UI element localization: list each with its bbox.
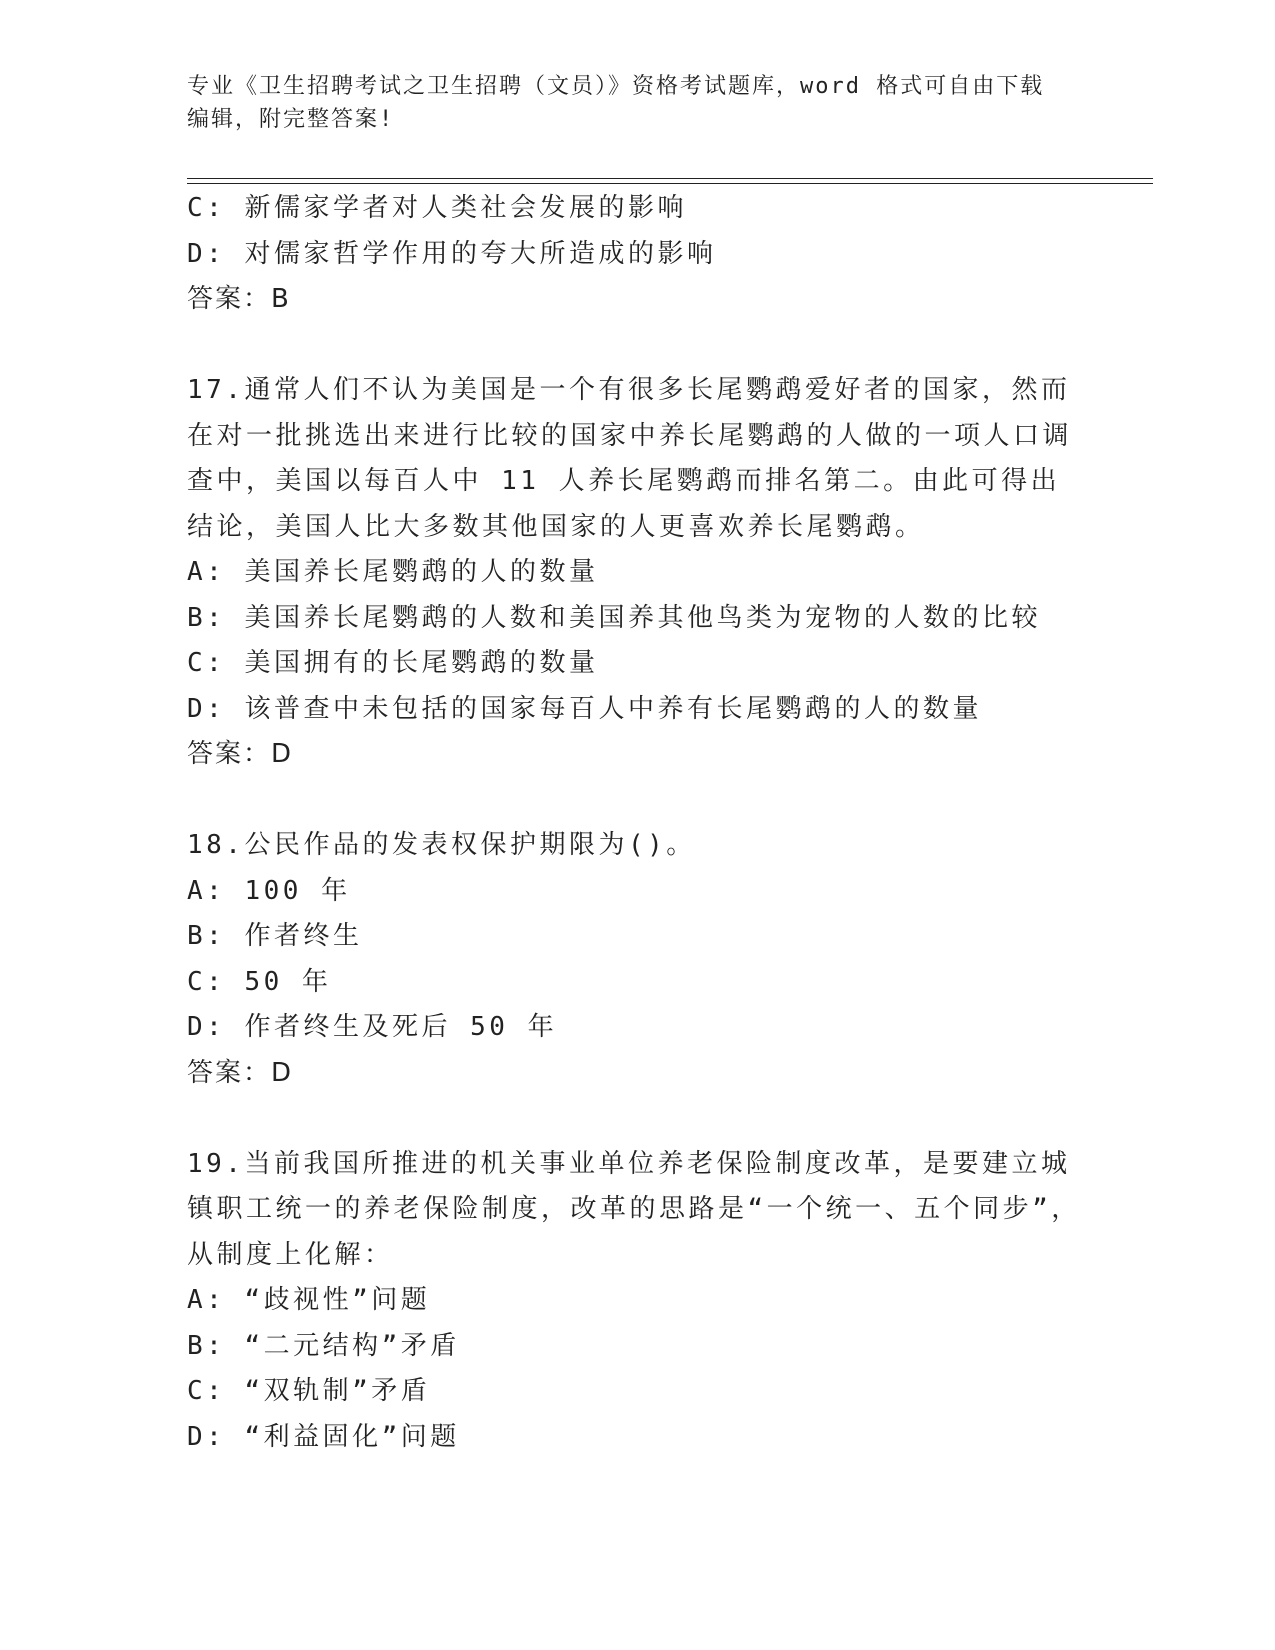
option-d: D: “利益固化”问题 [187,1421,460,1452]
question-content [187,186,1087,1460]
option-d: D: 作者终生及死后 50 年 [187,1012,558,1042]
question-stem: 19.当前我国所推进的机关事业单位养老保险制度改革，是要建立城镇职工统一的养老保险制度，改革的思路是“一个统一、五个同步”，从制度上化解： [187,1148,1081,1270]
option-c: C: 新儒家学者对人类社会发展的影响 [187,193,687,223]
option-a: A: 美国养长尾鹦鹉的人的数量 [187,557,599,587]
header-line-2: 编辑，附完整答案! [187,107,395,132]
answer-line: 答案：D [187,1057,294,1088]
question-stem: 18.公民作品的发表权保护期限为()。 [187,830,696,860]
option-d: D: 对儒家哲学作用的夸大所造成的影响 [187,238,717,269]
option-c: C: 美国拥有的长尾鹦鹉的数量 [187,648,599,678]
question-stem: 17.通常人们不认为美国是一个有很多长尾鹦鹉爱好者的国家，然而在对一批挑选出来进行比较的国家中养长尾鹦鹉的人做的一项人口调查中，美国以每百人中 11 人养长尾鹦鹉而排名第二。由此可得出结论，美国人比大多数其他国家的人更喜欢养长尾鹦鹉。 [187,375,1073,542]
answer-line: 答案：B [187,284,291,314]
header-rule-top [187,178,1153,179]
option-b: B: “二元结构”矛盾 [187,1330,460,1361]
option-c: C: “双轨制”矛盾 [187,1376,431,1406]
question-19 [187,1142,1087,1461]
option-a: A: “歧视性”问题 [187,1285,431,1315]
option-b: B: 作者终生 [187,921,363,951]
partial-question [187,186,1087,323]
option-c: C: 50 年 [187,966,332,997]
header-rule-bottom [187,183,1153,184]
option-b: B: 美国养长尾鹦鹉的人数和美国养其他鸟类为宠物的人数的比较 [187,602,1041,633]
question-17 [187,368,1087,778]
page-header [187,70,1087,136]
header-line-1: 专业《卫生招聘考试之卫生招聘（文员）》资格考试题库，word 格式可自由下载 [187,74,1045,99]
answer-line: 答案：D [187,739,294,769]
option-a: A: 100 年 [187,875,351,906]
option-d: D: 该普查中未包括的国家每百人中养有长尾鹦鹉的人的数量 [187,693,982,724]
question-18 [187,823,1087,1096]
